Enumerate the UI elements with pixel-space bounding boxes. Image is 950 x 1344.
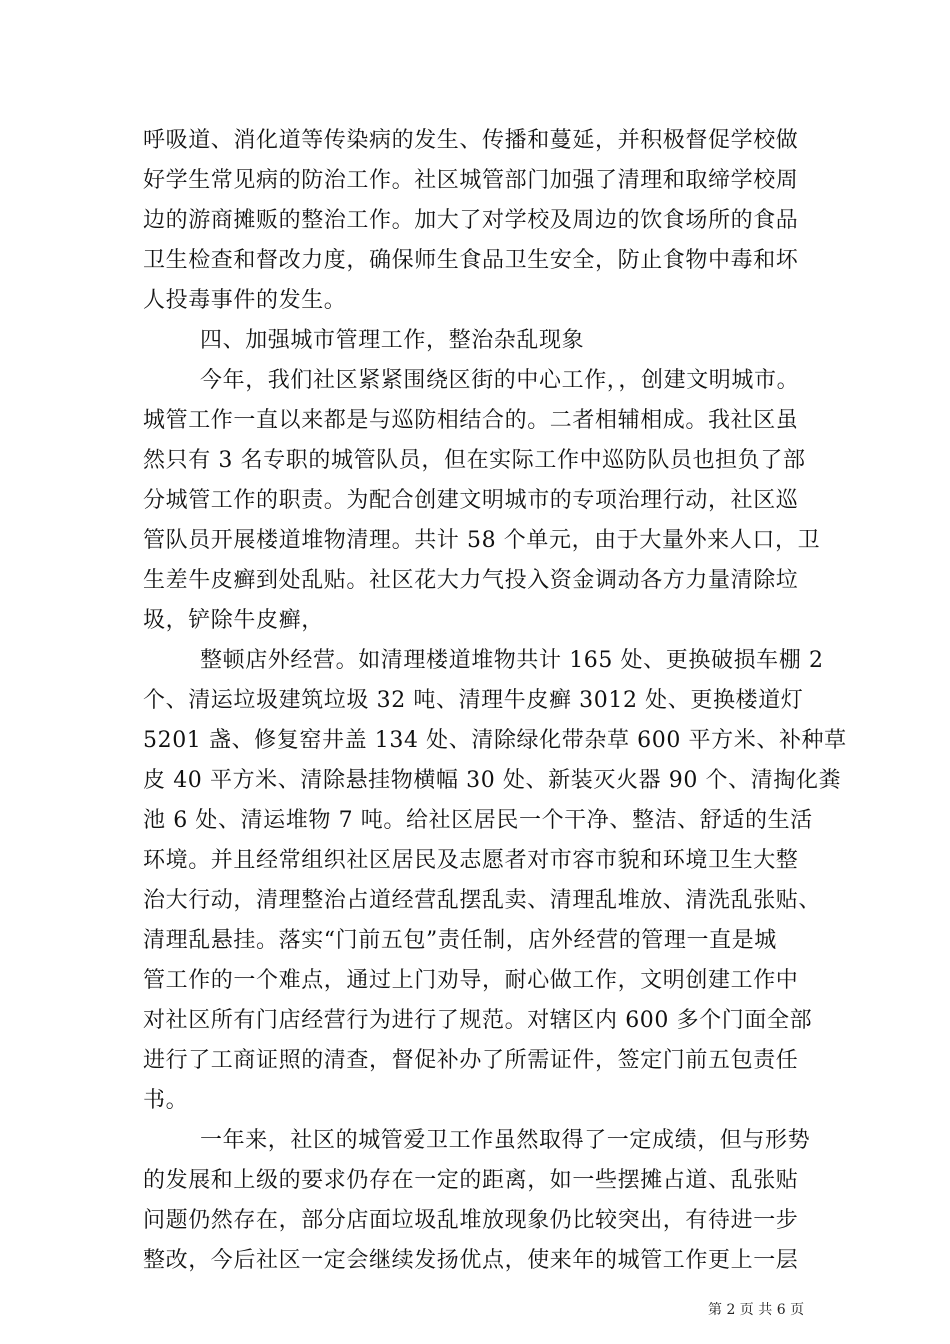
body-line: 整改，今后社区一定会继续发扬优点，使来年的城管工作更上一层: [143, 1248, 799, 1273]
section-heading: 四、加强城市管理工作，整治杂乱现象: [200, 328, 585, 353]
body-line: 清理乱悬挂。落实“门前五包”责任制，店外经营的管理一直是城: [143, 928, 777, 953]
body-line: 的发展和上级的要求仍存在一定的距离，如一些摆摊占道、乱张贴: [143, 1168, 799, 1193]
body-line: 然只有 3 名专职的城管队员，但在实际工作中巡防队员也担负了部: [143, 448, 806, 473]
body-line: 城管工作一直以来都是与巡防相结合的。二者相辅相成。我社区虽: [143, 408, 799, 433]
body-line: 池 6 处、清运堆物 7 吨。给社区居民一个干净、整洁、舒适的生活: [143, 808, 813, 833]
body-line: 卫生检查和督改力度，确保师生食品卫生安全，防止食物中毒和坏: [143, 248, 799, 273]
body-line: 整顿店外经营。如清理楼道堆物共计 165 处、更换破损车棚 2: [200, 648, 824, 673]
body-line: 5201 盏、修复窑井盖 134 处、清除绿化带杂草 600 平方米、补种草: [143, 728, 847, 753]
body-line: 治大行动，清理整治占道经营乱摆乱卖、清理乱堆放、清洗乱张贴、: [143, 888, 822, 913]
body-line: 生差牛皮癣到处乱贴。社区花大力气投入资金调动各方力量清除垃: [143, 568, 799, 593]
body-line: 问题仍然存在，部分店面垃圾乱堆放现象仍比较突出，有待进一步: [143, 1208, 799, 1233]
body-line: 对社区所有门店经营行为进行了规范。对辖区内 600 多个门面全部: [143, 1008, 813, 1033]
body-line: 边的游商摊贩的整治工作。加大了对学校及周边的饮食场所的食品: [143, 208, 799, 233]
body-line: 好学生常见病的防治工作。社区城管部门加强了清理和取缔学校周: [143, 168, 799, 193]
body-line: 人投毒事件的发生。: [143, 288, 347, 313]
body-line: 书。: [143, 1088, 189, 1113]
body-line: 一年来，社区的城管爱卫工作虽然取得了一定成绩，但与形势: [200, 1128, 811, 1153]
body-line: 今年，我们社区紧紧围绕区街的中心工作，，创建文明城市。: [200, 368, 800, 393]
body-line: 环境。并且经常组织社区居民及志愿者对市容市貌和环境卫生大整: [143, 848, 799, 873]
body-line: 皮 40 平方米、清除悬挂物横幅 30 处、新装灭火器 90 个、清掏化粪: [143, 768, 842, 793]
body-line: 呼吸道、消化道等传染病的发生、传播和蔓延，并积极督促学校做: [143, 128, 799, 153]
page-number-footer: 第 2 页 共 6 页: [708, 1302, 805, 1318]
body-line: 进行了工商证照的清查，督促补办了所需证件，签定门前五包责任: [143, 1048, 799, 1073]
body-line: 分城管工作的职责。为配合创建文明城市的专项治理行动，社区巡: [143, 488, 799, 513]
body-line: 个、清运垃圾建筑垃圾 32 吨、清理牛皮癣 3012 处、更换楼道灯: [143, 688, 804, 713]
body-line: 管工作的一个难点，通过上门劝导，耐心做工作，文明创建工作中: [143, 968, 799, 993]
body-line: 圾，铲除牛皮癣，: [143, 608, 324, 633]
body-line: 管队员开展楼道堆物清理。共计 58 个单元，由于大量外来人口，卫: [143, 528, 821, 553]
